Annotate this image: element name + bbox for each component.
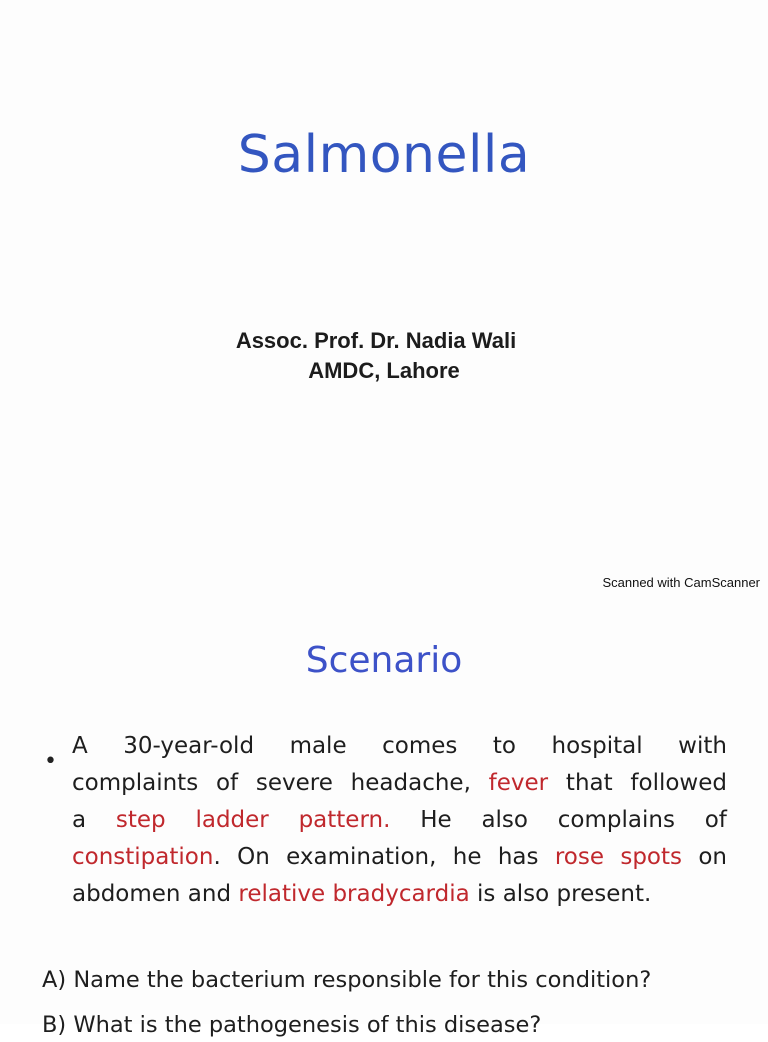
bullet-icon: • (44, 749, 57, 774)
text: is also present. (469, 881, 652, 907)
highlight-fever: fever (488, 770, 549, 796)
word: comes (382, 733, 458, 759)
word: of (704, 807, 727, 833)
word: He (420, 807, 452, 833)
text: . On examination, he has (213, 844, 555, 870)
text: complaints of severe headache, (72, 770, 489, 796)
highlight-ladder: ladder (195, 807, 269, 833)
text: that followed (548, 770, 727, 796)
word: complains (557, 807, 675, 833)
scenario-title: Scenario (305, 640, 463, 681)
paragraph-line-4 (72, 839, 727, 876)
scenario-paragraph (72, 728, 727, 913)
text: on (682, 844, 728, 870)
word: to (492, 733, 516, 759)
word: also (481, 807, 528, 833)
question-b: B) What is the pathogenesis of this disease? (42, 1012, 542, 1038)
question-a: A) Name the bacterium responsible for this condition? (42, 967, 652, 993)
paragraph-line-2 (72, 765, 727, 802)
highlight-step: step (115, 807, 166, 833)
word: male (289, 733, 347, 759)
author-institution: AMDC, Lahore (308, 358, 460, 383)
slide-title: Salmonella (237, 125, 531, 185)
paragraph-line-1 (72, 728, 727, 765)
highlight-relative-bradycardia: relative bradycardia (238, 881, 470, 907)
word: A (72, 733, 88, 759)
paragraph-line-3 (72, 802, 727, 839)
text: abdomen and (72, 881, 239, 907)
word: a (72, 807, 87, 833)
word: 30-year-old (123, 733, 255, 759)
highlight-constipation: constipation (72, 844, 214, 870)
author-name: Assoc. Prof. Dr. Nadia Wali (235, 328, 517, 353)
word: with (678, 733, 727, 759)
highlight-pattern: pattern. (298, 807, 391, 833)
highlight-rose-spots: rose spots (554, 844, 683, 870)
word: hospital (551, 733, 643, 759)
author-block (0, 326, 768, 386)
paragraph-line-5 (72, 876, 727, 913)
scanner-watermark: Scanned with CamScanner (602, 575, 760, 590)
